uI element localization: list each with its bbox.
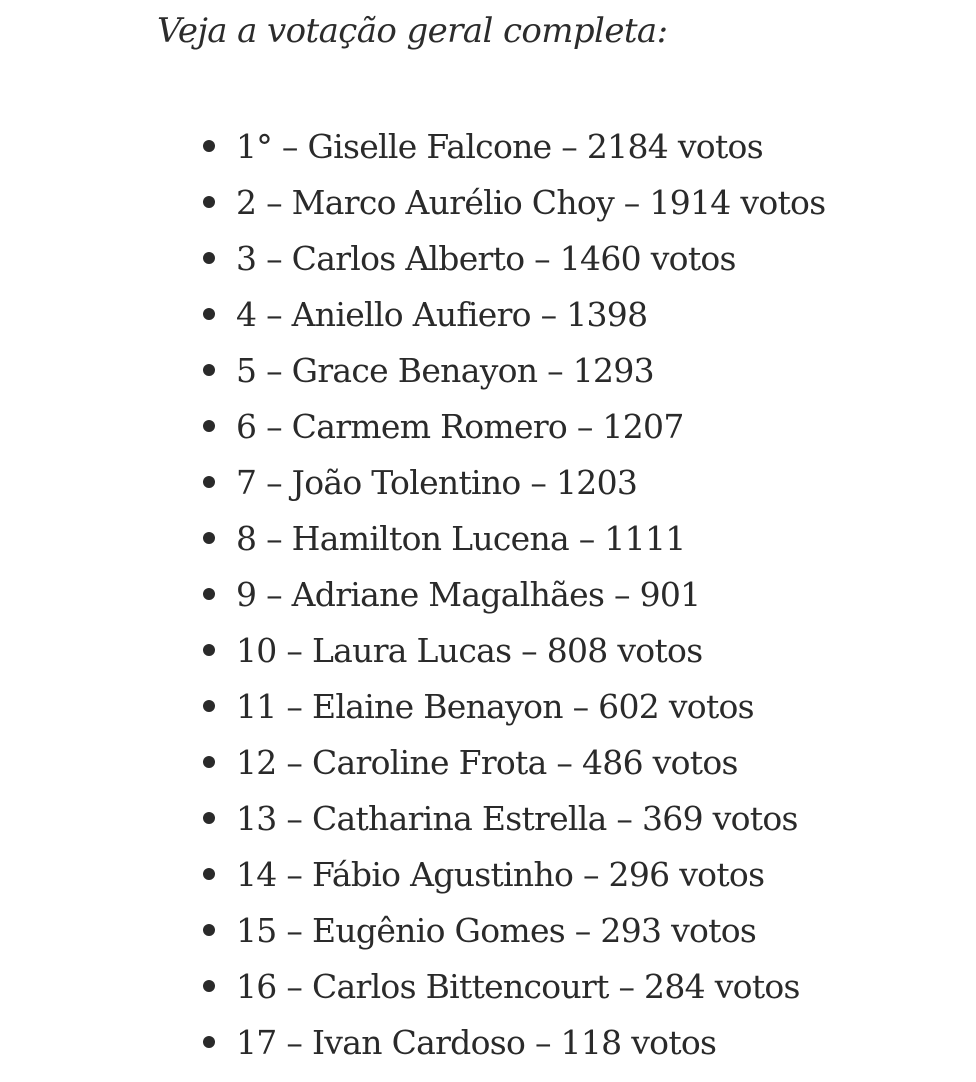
result-text: 15 – Eugênio Gomes – 293 votos <box>236 911 757 950</box>
list-item <box>200 287 825 343</box>
result-text: 4 – Aniello Aufiero – 1398 <box>236 295 648 334</box>
list-item <box>200 399 825 455</box>
result-text: 9 – Adriane Magalhães – 901 <box>236 575 701 614</box>
list-item <box>200 511 825 567</box>
bullet-icon <box>203 140 215 152</box>
result-text: 1° – Giselle Falcone – 2184 votos <box>236 127 763 166</box>
list-item <box>200 847 825 903</box>
result-text: 16 – Carlos Bittencourt – 284 votos <box>236 967 800 1006</box>
result-text: 17 – Ivan Cardoso – 118 votos <box>236 1023 717 1062</box>
list-item <box>200 959 825 1015</box>
bullet-icon <box>203 756 215 768</box>
result-text: 8 – Hamilton Lucena – 1111 <box>236 519 686 558</box>
list-item <box>200 119 825 175</box>
result-text: 11 – Elaine Benayon – 602 votos <box>236 687 754 726</box>
bullet-icon <box>203 364 215 376</box>
bullet-icon <box>203 812 215 824</box>
result-text: 2 – Marco Aurélio Choy – 1914 votos <box>236 183 826 222</box>
bullet-icon <box>203 588 215 600</box>
bullet-icon <box>203 1036 215 1048</box>
list-item <box>200 791 825 847</box>
vote-results-list <box>200 119 825 1071</box>
intro-text: Veja a votação geral completa: <box>157 11 668 51</box>
list-item <box>200 231 825 287</box>
result-text: 13 – Catharina Estrella – 369 votos <box>236 799 798 838</box>
list-item <box>200 343 825 399</box>
bullet-icon <box>203 644 215 656</box>
bullet-icon <box>203 420 215 432</box>
bullet-icon <box>203 252 215 264</box>
bullet-icon <box>203 868 215 880</box>
list-item <box>200 735 825 791</box>
bullet-icon <box>203 532 215 544</box>
bullet-icon <box>203 924 215 936</box>
result-text: 6 – Carmem Romero – 1207 <box>236 407 684 446</box>
list-item <box>200 903 825 959</box>
bullet-icon <box>203 196 215 208</box>
list-item <box>200 175 825 231</box>
result-text: 14 – Fábio Agustinho – 296 votos <box>236 855 765 894</box>
result-text: 10 – Laura Lucas – 808 votos <box>236 631 703 670</box>
bullet-icon <box>203 980 215 992</box>
bullet-icon <box>203 476 215 488</box>
list-item <box>200 679 825 735</box>
bullet-icon <box>203 308 215 320</box>
list-item <box>200 1015 825 1071</box>
list-item <box>200 567 825 623</box>
result-text: 5 – Grace Benayon – 1293 <box>236 351 654 390</box>
bullet-icon <box>203 700 215 712</box>
list-item <box>200 455 825 511</box>
result-text: 3 – Carlos Alberto – 1460 votos <box>236 239 736 278</box>
result-text: 12 – Caroline Frota – 486 votos <box>236 743 738 782</box>
result-text: 7 – João Tolentino – 1203 <box>236 463 638 502</box>
list-item <box>200 623 825 679</box>
